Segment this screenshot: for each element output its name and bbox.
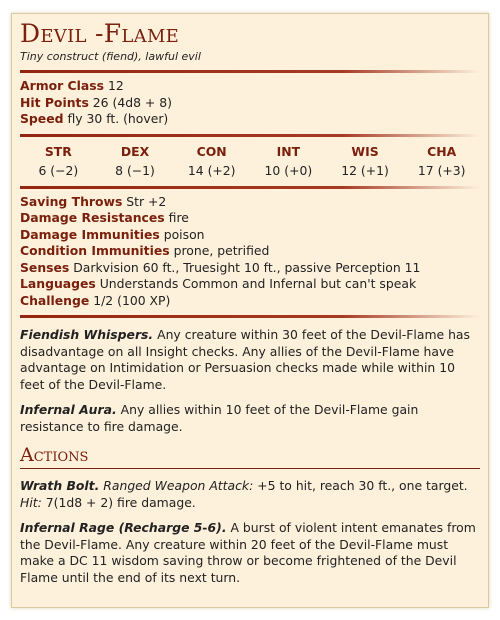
ability-score: 14 (+2) (187, 162, 236, 178)
secondary-properties (20, 194, 480, 310)
trait-text: Any creature within 30 feet of the Devil-Flame has disadvantage on all Insight checks. Any allies of the Devil-Flame have advantage on Intimidation or Persuasion checks made while within 10 feet of the Devil-Flame. (20, 327, 470, 392)
divider-rule (20, 134, 480, 137)
basic-properties (20, 78, 480, 128)
divider-rule (20, 315, 480, 318)
ability-int (250, 143, 327, 180)
action-text: A burst of violent intent emanates from the Devil-Flame. Any creature within 20 feet of the Devil-Flame must make a DC 11 wisdom saving throw or become frightened of the Devil Flame until the end of its next turn. (20, 520, 476, 585)
monster-meta: Tiny construct (fiend), lawful evil (20, 50, 201, 63)
trait-fiendish-whispers (20, 327, 480, 393)
hit-label: Hit: (20, 494, 42, 510)
saving-throws-line (20, 194, 480, 211)
action-name: Infernal Rage (Recharge 5-6). (20, 520, 227, 535)
divider-rule (20, 186, 480, 189)
trait-name: Fiendish Whispers. (20, 327, 154, 342)
armor-class-line (20, 78, 480, 95)
damage-immunities-line (20, 227, 480, 244)
property-label: Speed (20, 111, 64, 126)
property-label: Damage Resistances (20, 210, 165, 225)
attack-text: +5 to hit, reach 30 ft., one target. (257, 478, 468, 493)
speed-line (20, 111, 480, 128)
ability-name: CON (196, 143, 227, 159)
property-value: prone, petrified (173, 243, 270, 258)
property-label: Condition Immunities (20, 243, 170, 258)
action-infernal-rage (20, 520, 480, 586)
hit-points-line (20, 95, 480, 112)
stat-block (11, 13, 489, 608)
attack-type: Ranged Weapon Attack: (103, 478, 254, 493)
trait-infernal-aura (20, 402, 480, 435)
trait-name: Infernal Aura. (20, 402, 117, 417)
ability-score: 6 (−2) (38, 162, 79, 178)
property-value: fly 30 ft. (hover) (67, 111, 169, 126)
ability-name: INT (276, 143, 301, 159)
property-label: Senses (20, 259, 70, 275)
trait-text: Any allies within 10 feet of the Devil-Flame gain resistance to fire damage. (20, 402, 419, 434)
property-label: Languages (20, 276, 96, 291)
ability-score: 8 (−1) (115, 162, 155, 178)
property-label: Hit Points (20, 94, 89, 110)
property-label: Damage Immunities (20, 226, 160, 242)
ability-name: DEX (120, 143, 150, 159)
property-label: Armor Class (20, 78, 104, 93)
property-value: Str +2 (126, 193, 167, 209)
actions-heading: Actions (20, 444, 480, 469)
property-value: 1/2 (100 XP) (93, 292, 171, 308)
condition-immunities-line (20, 243, 480, 260)
ability-name: WIS (351, 143, 379, 159)
ability-dex (97, 143, 174, 180)
languages-line (20, 276, 480, 293)
ability-str (20, 143, 97, 180)
ability-score: 10 (+0) (264, 162, 313, 178)
property-value: Understands Common and Infernal but can't speak (99, 276, 417, 291)
ability-score: 17 (+3) (417, 162, 466, 178)
property-label: Saving Throws (20, 193, 123, 209)
ability-scores (20, 143, 480, 180)
damage-resistances-line (20, 210, 480, 227)
ability-con (173, 143, 250, 180)
ability-name: STR (44, 143, 72, 159)
ability-score: 12 (+1) (341, 162, 389, 178)
property-label: Challenge (20, 292, 90, 308)
property-value: poison (163, 226, 205, 242)
ability-wis (327, 143, 404, 180)
property-value: 12 (107, 78, 124, 93)
ability-name: CHA (427, 143, 457, 159)
senses-line (20, 260, 480, 277)
action-wrath-bolt (20, 478, 480, 511)
ability-cha (403, 143, 480, 180)
property-value: 26 (4d8 + 8) (92, 94, 172, 110)
property-value: fire (168, 210, 189, 225)
challenge-line (20, 293, 480, 310)
divider-rule (20, 70, 480, 73)
monster-name: Devil -Flame (20, 19, 180, 48)
property-value: Darkvision 60 ft., Truesight 10 ft., passive Perception 11 (73, 259, 421, 275)
hit-text: 7(1d8 + 2) fire damage. (45, 494, 196, 510)
action-name: Wrath Bolt. (20, 478, 100, 493)
